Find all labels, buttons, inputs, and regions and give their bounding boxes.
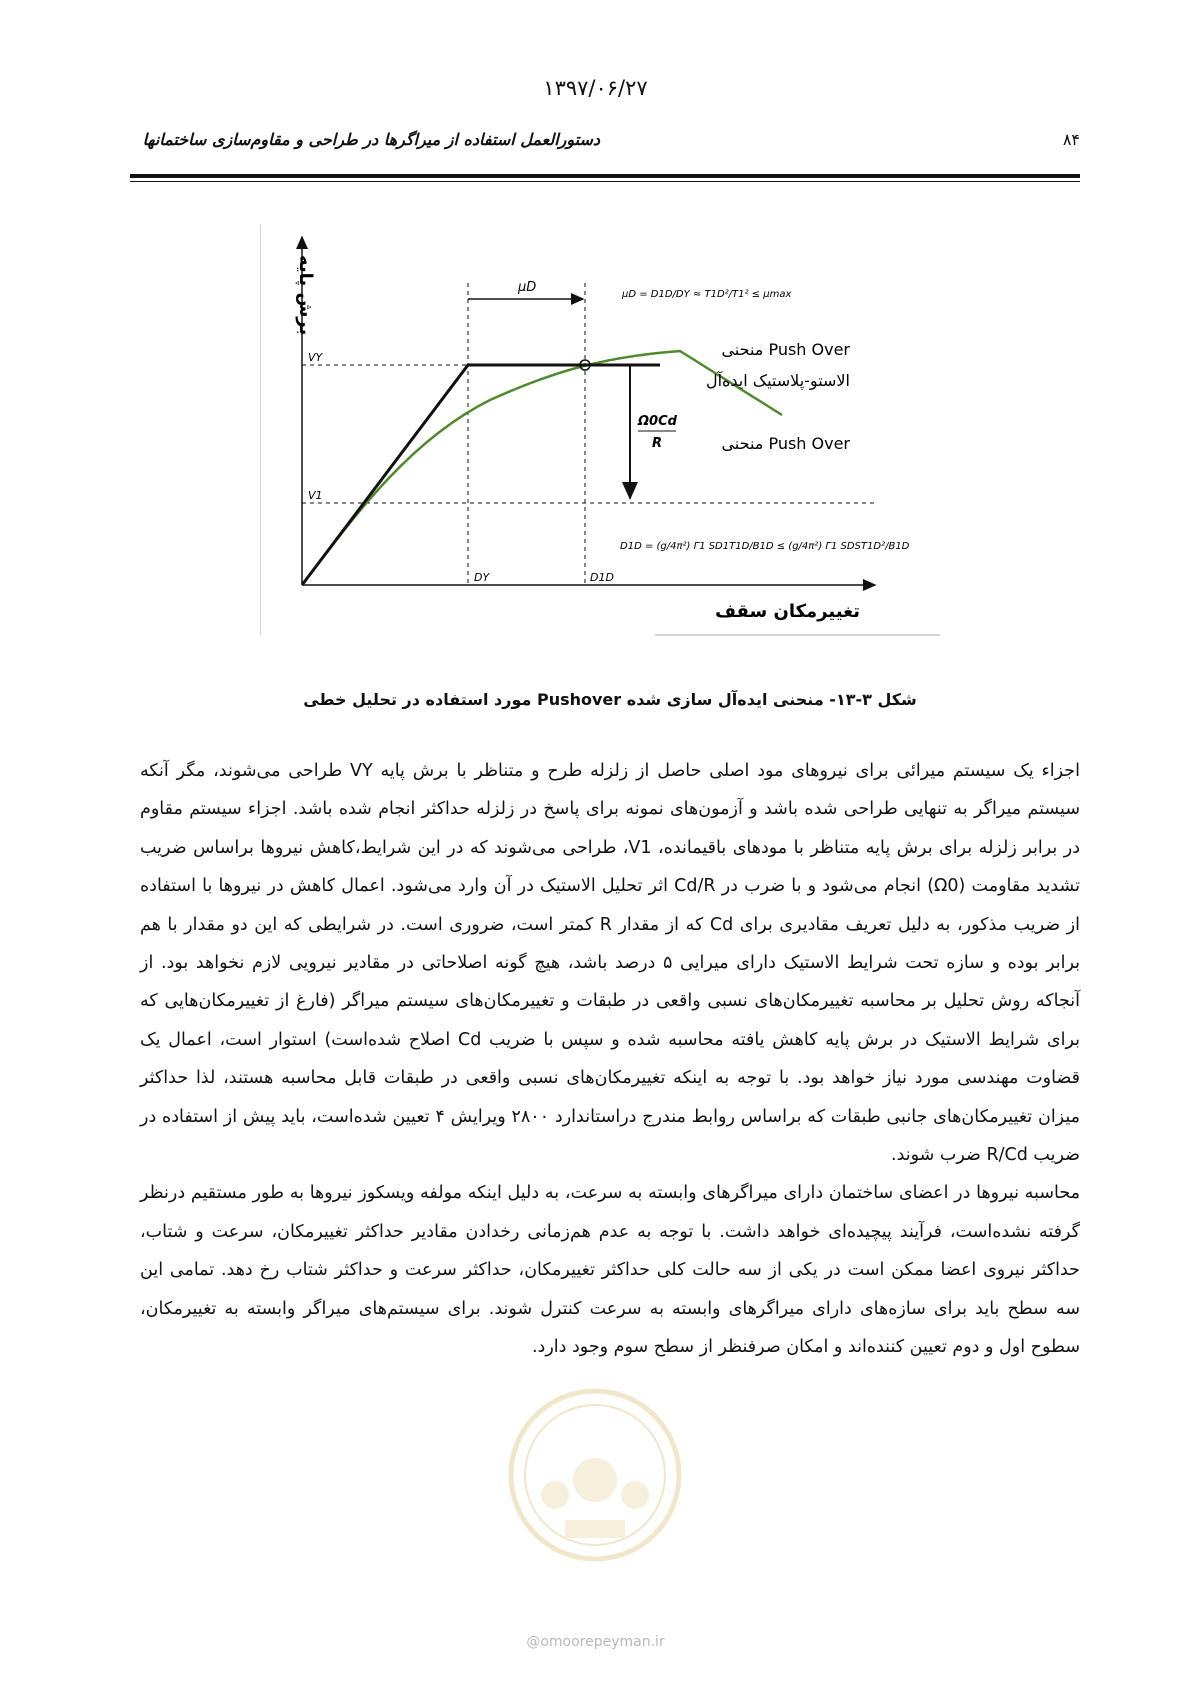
body-text xyxy=(140,752,1080,1367)
document-title: دستورالعمل استفاده از میراگرها در طراحی و مقاوم‌سازی ساختمانها xyxy=(142,130,600,149)
paragraph: محاسبه نیروها در اعضای ساختمان دارای میراگرهای وابسته به سرعت، به دلیل اینکه مولفه ویسکوز نیروها به طور مستقیم درنظر گرفته نشده‌است، فرآیند پیچیده‌ای خواهد داشت. با توجه به عدم هم‌زمانی رخدادن مقادیر حداکثر تغییرمکان، سرعت و شتاب، حداکثر نیروی اعضا ممکن است در یکی از سه حالت کلی حداکثر تغییرمکان، حداکثر سرعت و حداکثر شتاب رخ دهد. تمامی این سه سطح باید برای سازه‌های دارای میراگرهای وابسته به سرعت کنترل شوند. برای سیستم‌های میراگر وابسته به تغییرمکان، سطوح اول و دوم تعیین کننده‌اند و امکان صرفنظر از سطح سوم وجود دارد. xyxy=(140,1183,1080,1358)
reduction-numerator: Ω0Cd xyxy=(638,414,677,429)
paragraph: اجزاء یک سیستم میرائی برای نیروهای مود اصلی حاصل از زلزله طرح و متناظر با برش پایه VY طراحی می‌شوند، مگر آنکه سیستم میراگر به تنهایی طراحی شده باشد و آزمون‌های نمونه برای پاسخ در زلزله حداکثر انجام شده باشد. اجزاء سیستم مقاوم در برابر زلزله برای برش پایه متناظر با مودهای باقیمانده، V1، طراحی می‌شوند که در این شرایط،کاهش نیروها براساس ضریب تشدید مقاومت (Ω0) انجام می‌شود و با ضرب در Cd/R اثر تحلیل الاستیک در آن وارد می‌شود. اعمال کاهش در نیروها با استفاده از ضریب مذکور، به دلیل تعریف مقادیری برای Cd که از مقدار R کمتر است، ضروری است. در شرایطی که این دو مقدار با هم برابر بوده و سازه تحت شرایط الاستیک دارای میرایی ۵ درصد باشد، هیچ گونه اصلاحاتی در مقادیر نیرویی لازم نخواهد بود. از آنجاکه روش تحلیل بر محاسبه تغییرمکان‌های نسبی واقعی در طبقات و تغییرمکان‌های سیستم میراگر (فارغ از تغییرمکان‌هایی که برای شرایط الاستیک در برش پایه کاهش یافته محاسبه شده و سپس با ضریب Cd اصلاح شده‌است) استوار است، اعمال یک قضاوت مهندسی مورد نیاز خواهد بود. با توجه به اینکه تغییرمکان‌های نسبی واقعی در طبقات قابل محاسبه هستند، لذا حداکثر میزان تغییرمکان‌های جانبی طبقات که براساس روابط مندرج دراستاندارد ۲۸۰۰ ویرایش ۴ تعیین شده‌است، باید پیش از استفاده در ضریب R/Cd ضرب شوند. xyxy=(140,761,1080,1166)
seal-icon xyxy=(505,1385,685,1565)
pushover-diagram xyxy=(260,225,940,685)
reduction-denominator: R xyxy=(652,436,663,451)
pushover-figure xyxy=(260,225,940,685)
dy-label: DY xyxy=(474,571,490,584)
d1d-label: D1D xyxy=(590,571,614,584)
page-number: ۸۴ xyxy=(1062,130,1080,149)
header-rule xyxy=(130,174,1080,178)
vy-label: VY xyxy=(308,351,323,364)
elastoplastic-curve xyxy=(302,365,663,585)
watermark-seal xyxy=(505,1385,685,1565)
legend-pushover-lower: منحنی Push Over xyxy=(721,434,850,453)
mu-label: μD xyxy=(518,280,537,295)
mu-formula: μD = D1D/DY ≈ T1D²/T1² ≤ μmax xyxy=(622,289,792,300)
v1-label: V1 xyxy=(308,489,323,502)
y-axis-label: برش پایه xyxy=(295,255,316,336)
figure-caption: شکل ۳-۱۳- منحنی ایده‌آل سازی شده Pushover مورد استفاده در تحلیل خطی xyxy=(303,690,917,709)
legend-pushover-upper: منحنی Push Over xyxy=(721,340,850,359)
website-watermark: @omoorepeyman.ir xyxy=(526,1634,665,1650)
d1d-formula: D1D = (g/4π²) Γ1 SD1T1D/B1D ≤ (g/4π²) Γ1 SDST1D²/B1D xyxy=(620,541,910,552)
x-axis-label: تغییرمکان سقف xyxy=(715,601,860,622)
header-rule-thin xyxy=(130,181,1080,182)
page-date: ۱۳۹۷/۰۶/۲۷ xyxy=(543,76,648,100)
legend-elastoplastic: الاستو-پلاستیک ایده‌آل xyxy=(705,371,850,390)
